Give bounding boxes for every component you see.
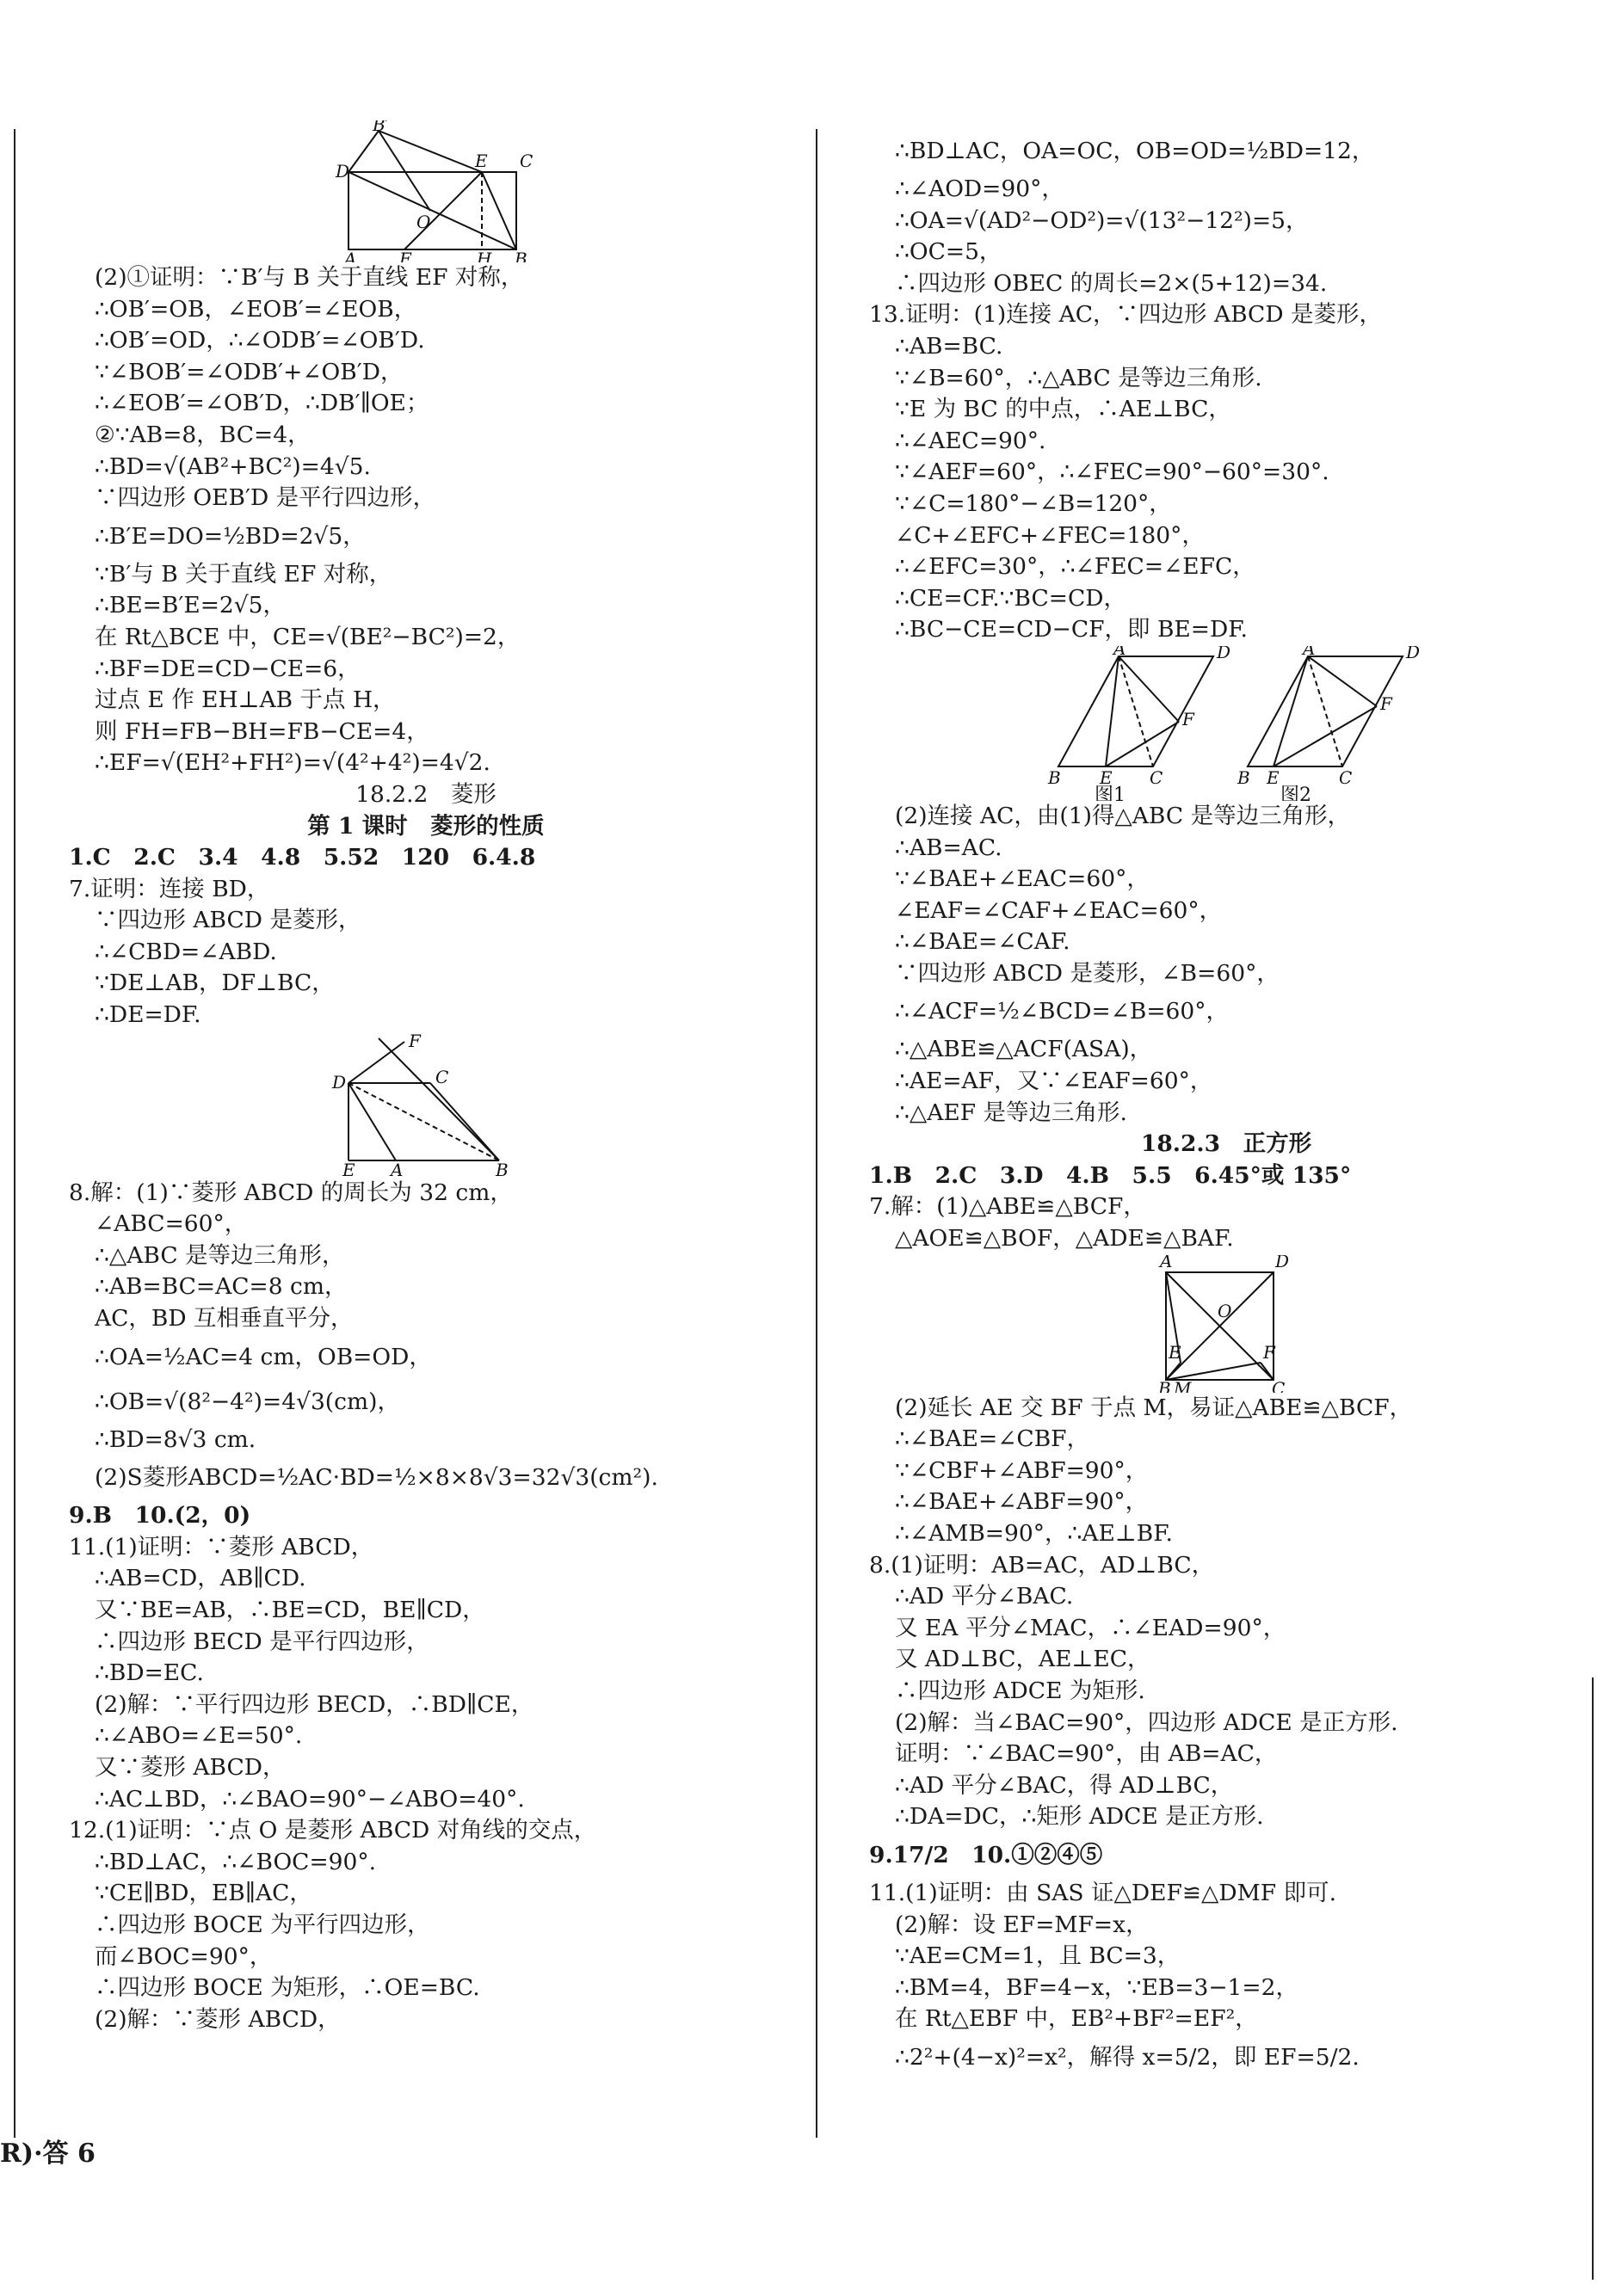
text-line: ∴四边形 BOCE 为矩形，∴OE=BC. (95, 1974, 480, 2002)
label-o: O (1218, 1300, 1232, 1321)
text-line: ∠ABC=60°， (95, 1210, 248, 1238)
label-e: E (1169, 1341, 1181, 1363)
right-margin-rule (1592, 1677, 1594, 2280)
text-line: AC，BD 互相垂直平分， (95, 1305, 354, 1333)
label-f: F (409, 1031, 421, 1051)
text-line: ∴AB=BC. (895, 332, 1003, 360)
label-d: D (1275, 1254, 1290, 1271)
text-line: ∴EF=√(EH²+FH²)=√(4²+4²)=4√2. (95, 749, 490, 777)
text-line: ∴BC−CE=CD−CF，即 BE=DF. (895, 616, 1248, 643)
label-f: F (399, 249, 411, 262)
text-line: 又 AD⊥BC，AE⊥EC， (895, 1646, 1150, 1673)
left-margin-rule (14, 129, 15, 2138)
label-o: O (416, 212, 431, 232)
label-m: M (1174, 1377, 1192, 1393)
label-a: A (1113, 645, 1126, 659)
text-line: ∴BD=EC. (95, 1659, 204, 1687)
text-line: 过点 E 作 EH⊥AB 于点 H， (95, 686, 396, 714)
text-line: ∴∠ABO=∠E=50°. (95, 1722, 303, 1750)
label-a: A (391, 1159, 404, 1178)
text-line: 又∵BE=AB，∴BE=CD，BE∥CD， (95, 1597, 485, 1623)
text-line: ∴BD=√(AB²+BC²)=4√5. (95, 452, 371, 480)
text-line: ∴△AEF 是等边三角形. (895, 1099, 1127, 1126)
label-e: E (1100, 766, 1113, 788)
text-line: 11.(1)证明：由 SAS 证△DEF≌△DMF 即可. (869, 1879, 1337, 1906)
text-line: ∵CE∥BD，EB∥AC， (95, 1880, 312, 1907)
answers-9-10: 9.B 10.(2，0) (69, 1502, 251, 1530)
text-line: 而∠BOC=90°， (95, 1942, 273, 1970)
text-line: (2)①证明：∵B′与 B 关于直线 EF 对称， (95, 264, 524, 291)
text-line: 8.解：(1)∵菱形 ABCD 的周长为 32 cm， (69, 1179, 513, 1206)
text-line: 又 EA 平分∠MAC，∴∠EAD=90°， (895, 1614, 1286, 1641)
text-line: ∴OB′=OD，∴∠ODB′=∠OB′D. (95, 327, 425, 354)
answers-1-6: 1.C 2.C 3.4 4.8 5.52 120 6.4.8 (69, 844, 536, 871)
label-c: C (435, 1066, 449, 1087)
text-line: ∵AE=CM=1，且 BC=3， (895, 1942, 1181, 1970)
text-line: 则 FH=FB−BH=FB−CE=4， (95, 717, 429, 745)
text-line: ∴BD=8√3 cm. (95, 1425, 256, 1453)
text-line: ∴B′E=DO=½BD=2√5， (95, 522, 366, 550)
text-line: 证明：∵∠BAC=90°，由 AB=AC， (895, 1740, 1278, 1768)
text-line: ∴∠ACF=½∠BCD=∠B=60°， (895, 998, 1230, 1025)
text-line: ∴OA=√(AD²−OD²)=√(13²−12²)=5， (895, 206, 1309, 234)
text-line: 在 Rt△EBF 中，EB²+BF²=EF²， (895, 2005, 1258, 2033)
text-line: (2)S菱形ABCD=½AC·BD=½×8×8√3=32√3(cm²). (95, 1464, 658, 1492)
text-line: ∵∠CBF+∠ABF=90°， (895, 1456, 1149, 1484)
text-line: ∴AD 平分∠BAC. (895, 1583, 1074, 1610)
text-line: ∴△ABE≌△ACF(ASA)， (895, 1036, 1153, 1063)
section-title-square: 18.2.3 正方形 (1140, 1130, 1312, 1158)
label-a: A (1303, 645, 1316, 659)
text-line: ∴∠CBD=∠ABD. (95, 938, 277, 965)
label-d: D (332, 1071, 347, 1093)
text-line: ∴AB=AC. (895, 834, 1002, 861)
text-line: ∠EAF=∠CAF+∠EAC=60°， (895, 896, 1223, 924)
text-line: ∴∠BAE+∠ABF=90°， (895, 1488, 1149, 1516)
text-line: 11.(1)证明：∵菱形 ABCD， (69, 1533, 374, 1560)
text-line: ∴∠EFC=30°，∴∠FEC=∠EFC， (895, 553, 1255, 581)
figure-rhombus-7 (69, 1031, 783, 1178)
label-b: B (1237, 766, 1250, 788)
text-line: 7.证明：连接 BD， (69, 875, 270, 902)
text-line: ∴BM=4，BF=4−x，∵EB=3−1=2， (895, 1973, 1298, 2001)
label-c: C (1339, 766, 1353, 788)
label-c: C (1272, 1377, 1286, 1393)
text-line: ∴CE=CF.∵BC=CD， (895, 584, 1126, 612)
text-line: ∵四边形 ABCD 是菱形，∠B=60°， (895, 959, 1280, 987)
text-line: ∴AB=CD，AB∥CD. (95, 1565, 306, 1592)
text-line: ∴OC=5， (895, 238, 1002, 266)
lesson-title: 第 1 课时 菱形的性质 (307, 812, 545, 840)
label-f: F (1263, 1341, 1275, 1363)
text-line: 在 Rt△BCE 中，CE=√(BE²−BC²)=2， (95, 623, 521, 650)
label-c: C (1150, 766, 1163, 788)
label-d: D (1406, 645, 1421, 662)
column-divider (816, 129, 817, 2138)
text-line: (2)解：∵平行四边形 BECD，∴BD∥CE， (95, 1690, 534, 1718)
text-line: ∴∠AMB=90°，∴AE⊥BF. (895, 1520, 1173, 1547)
answers-1-6: 1.B 2.C 3.D 4.B 5.5 6.45°或 135° (869, 1161, 1352, 1189)
text-line: ∴AD 平分∠BAC，得 AD⊥BC， (895, 1771, 1234, 1799)
figure-square (869, 1255, 1583, 1393)
text-line: (2)连接 AC，由(1)得△ABC 是等边三角形， (895, 802, 1351, 829)
text-line: ∵E 为 BC 的中点，∴AE⊥BC， (895, 396, 1231, 423)
left-column (69, 120, 783, 2035)
text-line: ∴2²+(4−x)²=x²，解得 x=5/2，即 EF=5/2. (895, 2043, 1360, 2071)
text-line: ∵∠C=180°−∠B=120°， (895, 489, 1172, 517)
text-line: ②∵AB=8，BC=4， (95, 421, 311, 448)
text-line: ∴AC⊥BD，∴∠BAO=90°−∠ABO=40°. (95, 1785, 525, 1813)
text-line: ∴BE=B′E=2√5， (95, 592, 287, 619)
label-e: E (1267, 766, 1280, 788)
text-line: ∴AB=BC=AC=8 cm， (95, 1273, 348, 1301)
text-line: ∴OB′=OB，∠EOB′=∠EOB， (95, 295, 417, 323)
text-line: (2)解：∵菱形 ABCD， (95, 2005, 341, 2033)
section-title-rhombus: 18.2.2 菱形 (355, 780, 496, 808)
text-line: ∴OA=½AC=4 cm，OB=OD， (95, 1343, 432, 1370)
text-line: (2)解：当∠BAC=90°，四边形 ADCE 是正方形. (895, 1708, 1398, 1736)
text-line: ∴∠BAE=∠CAF. (895, 928, 1070, 956)
text-line: △AOE≌△BOF，△ADE≌△BAF. (895, 1225, 1234, 1253)
text-line: ∴∠BAE=∠CBF， (895, 1425, 1090, 1453)
text-line: ∴四边形 BOCE 为平行四边形， (95, 1911, 430, 1938)
label-e: E (475, 151, 488, 171)
label-d: D (1217, 645, 1231, 662)
text-line: ∵∠B=60°，∴△ABC 是等边三角形. (895, 364, 1262, 391)
figure-rectangle-fold (69, 120, 783, 262)
text-line: 12.(1)证明：∵点 O 是菱形 ABCD 对角线的交点， (69, 1817, 597, 1844)
label-f: F (1182, 708, 1194, 729)
right-column (869, 129, 1583, 2080)
text-line: 7.解：(1)△ABE≌△BCF， (869, 1193, 1146, 1221)
text-line: ∴∠AEC=90°. (895, 427, 1046, 454)
text-line: ∴DE=DF. (95, 1001, 201, 1029)
label-a: A (344, 249, 357, 262)
text-line: (2)解：设 EF=MF=x， (895, 1911, 1149, 1938)
text-line: ∴四边形 BECD 是平行四边形， (95, 1628, 429, 1655)
text-line: ∴DA=DC，∴矩形 ADCE 是正方形. (895, 1803, 1264, 1831)
page-footer: R)·答 6 (0, 2139, 96, 2169)
label-b: B (496, 1159, 509, 1178)
text-line: ∵∠BOB′=∠ODB′+∠OB′D， (95, 358, 404, 385)
label-h: H (477, 249, 492, 262)
text-line: ∴BF=DE=CD−CE=6， (95, 655, 361, 682)
answers-9-10: 9.17/2 10.①②④⑤ (869, 1841, 1103, 1868)
label-a: A (1160, 1254, 1173, 1271)
text-line: ∴BD⊥AC，∴∠BOC=90°. (95, 1848, 377, 1875)
figure-13-pair (869, 646, 1583, 801)
text-line: ∵B′与 B 关于直线 EF 对称， (95, 560, 392, 588)
label-b-prime: B′ (373, 120, 390, 135)
text-line: ∴四边形 OBEC 的周长=2×(5+12)=34. (895, 269, 1328, 297)
text-line: ∴OB=√(8²−4²)=4√3(cm)， (95, 1388, 400, 1415)
label-b: B (1048, 766, 1061, 788)
text-line: 8.(1)证明：AB=AC，AD⊥BC， (869, 1551, 1215, 1579)
text-line: ∵四边形 ABCD 是菱形， (95, 907, 361, 934)
label-d: D (336, 161, 350, 182)
label-e: E (342, 1159, 355, 1178)
text-line: 13.证明：(1)连接 AC，∵四边形 ABCD 是菱形， (869, 301, 1382, 329)
label-b: B (515, 249, 527, 262)
text-line: ∴AE=AF，又∵∠EAF=60°， (895, 1068, 1213, 1095)
text-line: ∴△ABC 是等边三角形， (95, 1241, 345, 1269)
label-b: B (1158, 1377, 1171, 1393)
text-line: ∴∠AOD=90°， (895, 175, 1064, 202)
text-line: ∴∠EOB′=∠OB′D，∴DB′∥OE； (95, 390, 429, 417)
text-line: ∵四边形 OEB′D 是平行四边形， (95, 484, 436, 512)
figure-caption-2: 图2 (1280, 784, 1311, 801)
text-line: 又∵菱形 ABCD， (95, 1753, 286, 1781)
label-c: C (520, 151, 533, 171)
text-line: ∠C+∠EFC+∠FEC=180°， (895, 521, 1205, 549)
figure-caption-1: 图1 (1095, 784, 1126, 801)
text-line: ∴BD⊥AC，OA=OC，OB=OD=½BD=12， (895, 138, 1375, 164)
text-line: ∴四边形 ADCE 为矩形. (895, 1677, 1145, 1704)
text-line: ∵DE⊥AB，DF⊥BC， (95, 969, 335, 997)
label-f: F (1380, 692, 1392, 714)
text-line: ∵∠BAE+∠EAC=60°， (895, 865, 1150, 893)
text-line: (2)延长 AE 交 BF 于点 M，易证△ABE≌△BCF， (895, 1394, 1413, 1421)
text-line: ∵∠AEF=60°，∴∠FEC=90°−60°=30°. (895, 459, 1329, 486)
